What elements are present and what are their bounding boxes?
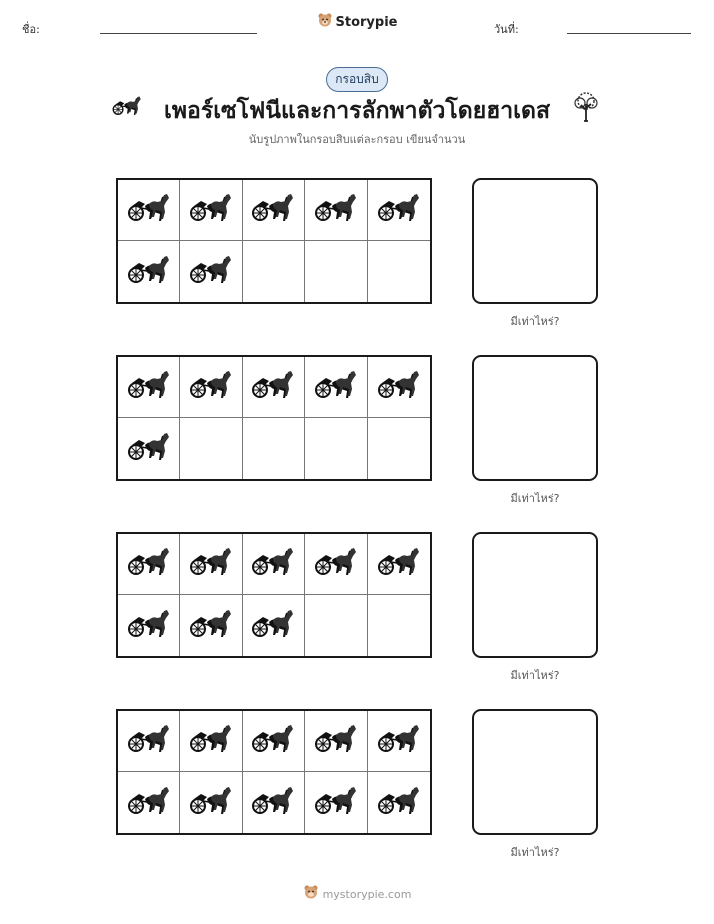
- ten-frame-cell: [368, 357, 430, 418]
- chariot-icon: [127, 369, 171, 405]
- footer: [0, 884, 714, 904]
- ten-frame-cell: [305, 772, 367, 833]
- ten-frame-cell: [180, 357, 242, 418]
- ten-frame-cell: [243, 241, 305, 302]
- bear-mascot-icon: [317, 12, 333, 32]
- answer-box[interactable]: [472, 532, 598, 658]
- ten-frame-cell: [180, 418, 242, 479]
- ten-frame-cell: [305, 534, 367, 595]
- chariot-icon: [251, 369, 295, 405]
- name-line[interactable]: [100, 33, 257, 34]
- date-line[interactable]: [567, 33, 691, 34]
- question-label: มีเท่าไหร่?: [510, 492, 560, 505]
- ten-frame-cell: [305, 595, 367, 656]
- chariot-icon: [127, 431, 171, 467]
- chariot-icon: [127, 254, 171, 290]
- ten-frame-cell: [368, 418, 430, 479]
- ten-frame-cell: [243, 534, 305, 595]
- chariot-icon: [189, 192, 233, 228]
- answer-box[interactable]: [472, 355, 598, 481]
- chariot-icon: [377, 192, 421, 228]
- chariot-icon: [127, 546, 171, 582]
- ten-frame-cell: [368, 534, 430, 595]
- ten-frame: [116, 532, 432, 658]
- footer-url[interactable]: mystorypie.com: [322, 887, 412, 901]
- ten-frame-row: [116, 709, 600, 859]
- ten-frame-cell: [180, 534, 242, 595]
- ten-frame-row: [116, 178, 600, 328]
- chariot-icon: [377, 785, 421, 821]
- date-label: วันที่:: [494, 23, 519, 36]
- ten-frame-cell: [118, 534, 180, 595]
- chariot-icon: [189, 254, 233, 290]
- name-label: ชื่อ:: [22, 23, 40, 36]
- ten-frame-cell: [118, 711, 180, 772]
- ten-frame-cell: [368, 241, 430, 302]
- ten-frame-row: [116, 355, 600, 505]
- ten-frame-row: [116, 532, 600, 682]
- ten-frame-cell: [368, 180, 430, 241]
- ten-frame-cell: [243, 180, 305, 241]
- ten-frame-cell: [118, 772, 180, 833]
- ten-frame-cell: [305, 711, 367, 772]
- chariot-icon: [189, 723, 233, 759]
- tree-icon: [571, 90, 601, 128]
- ten-frame-cell: [243, 772, 305, 833]
- chariot-icon: [127, 723, 171, 759]
- ten-frame-cell: [243, 357, 305, 418]
- ten-frame-cell: [305, 180, 367, 241]
- chariot-icon: [314, 369, 358, 405]
- ten-frame-cell: [180, 241, 242, 302]
- chariot-icon: [314, 192, 358, 228]
- ten-frame: [116, 709, 432, 835]
- ten-frame-cell: [118, 180, 180, 241]
- chariot-icon: [251, 785, 295, 821]
- ten-frame-cell: [118, 357, 180, 418]
- ten-frame-cell: [368, 772, 430, 833]
- chariot-icon: [377, 546, 421, 582]
- ten-frame-cell: [243, 418, 305, 479]
- worksheet-type-badge: กรอบสิบ: [326, 67, 388, 92]
- chariot-icon: [314, 546, 358, 582]
- ten-frame-cell: [118, 418, 180, 479]
- question-label: มีเท่าไหร่?: [510, 669, 560, 682]
- chariot-icon: [189, 785, 233, 821]
- ten-frame-cell: [118, 241, 180, 302]
- ten-frame-cell: [305, 357, 367, 418]
- question-label: มีเท่าไหร่?: [510, 846, 560, 859]
- answer-box[interactable]: [472, 709, 598, 835]
- ten-frame-cell: [243, 595, 305, 656]
- ten-frame-cell: [243, 711, 305, 772]
- chariot-icon: [377, 369, 421, 405]
- page-title: เพอร์เซโฟนีและการลักพาตัวโดยฮาเดส: [164, 98, 550, 124]
- ten-frame: [116, 355, 432, 481]
- chariot-icon: [251, 546, 295, 582]
- chariot-icon: [251, 192, 295, 228]
- chariot-icon: [189, 369, 233, 405]
- chariot-icon: [189, 608, 233, 644]
- chariot-icon: [251, 608, 295, 644]
- brand-name: Storypie: [335, 14, 398, 30]
- chariot-icon: [314, 785, 358, 821]
- brand-logo: [0, 12, 714, 32]
- ten-frame-cell: [305, 241, 367, 302]
- question-label: มีเท่าไหร่?: [510, 315, 560, 328]
- ten-frame-cell: [180, 711, 242, 772]
- ten-frame-cell: [305, 418, 367, 479]
- chariot-icon: [189, 546, 233, 582]
- ten-frame-cell: [118, 595, 180, 656]
- chariot-icon: [251, 723, 295, 759]
- bear-mascot-icon: [303, 884, 319, 904]
- chariot-icon: [127, 608, 171, 644]
- chariot-icon: [377, 723, 421, 759]
- ten-frame: [116, 178, 432, 304]
- chariot-icon: [314, 723, 358, 759]
- ten-frame-cell: [180, 772, 242, 833]
- ten-frame-cell: [368, 595, 430, 656]
- instructions: นับรูปภาพในกรอบสิบแต่ละกรอบ เขียนจำนวน: [248, 133, 466, 146]
- ten-frame-cell: [180, 595, 242, 656]
- chariot-icon: [127, 785, 171, 821]
- answer-box[interactable]: [472, 178, 598, 304]
- ten-frame-cell: [368, 711, 430, 772]
- ten-frame-cell: [180, 180, 242, 241]
- chariot-icon: [127, 192, 171, 228]
